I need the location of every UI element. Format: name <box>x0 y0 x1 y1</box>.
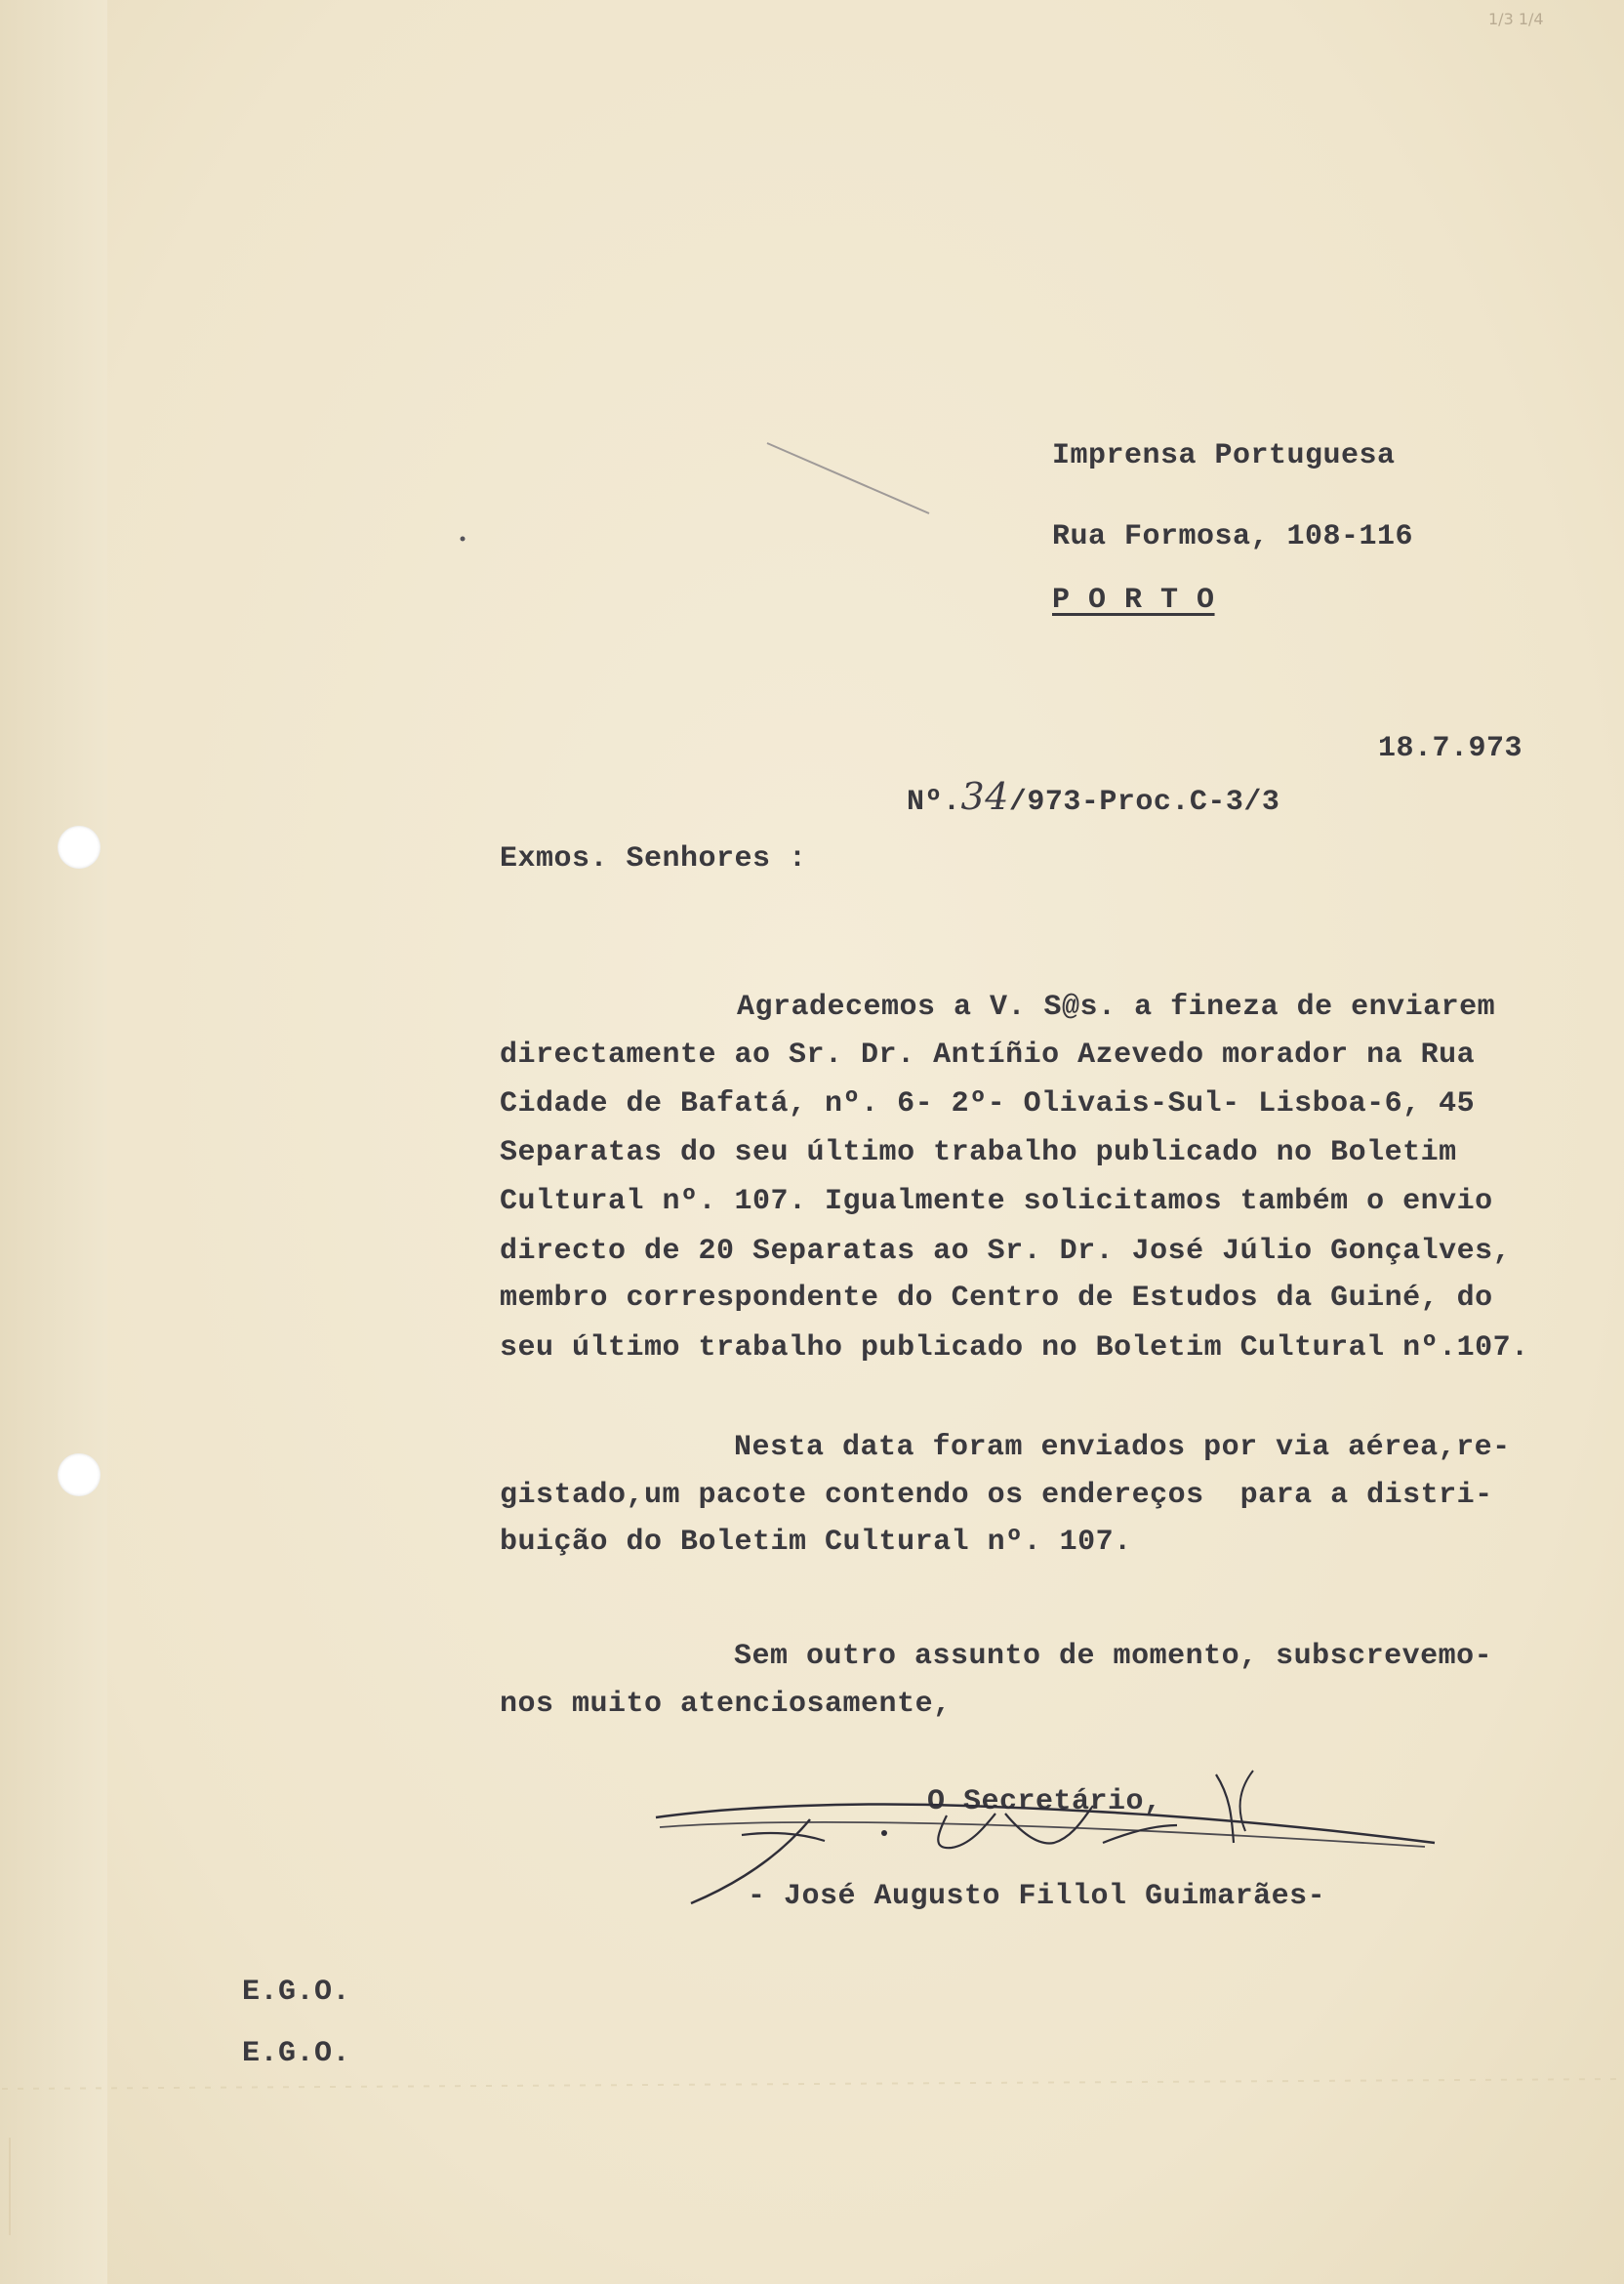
salutation: Exmos. Senhores : <box>500 842 807 876</box>
paragraph-line: directamente ao Sr. Dr. Antíñio Azevedo morador na Rua <box>500 1039 1476 1072</box>
reference-number-handwritten: 34 <box>960 775 1009 818</box>
paragraph-line: nos muito atenciosamente, <box>500 1688 952 1721</box>
paragraph-line: Separatas do seu último trabalho publicado no Boletim <box>500 1136 1457 1169</box>
paragraph-line: membro correspondente do Centro de Estudos da Guiné, do <box>500 1282 1493 1315</box>
paragraph-line: directo de 20 Separatas ao Sr. Dr. José Júlio Gonçalves, <box>500 1235 1512 1268</box>
paragraph-line: seu último trabalho publicado no Boletim Cultural nº.107. <box>500 1331 1529 1365</box>
recipient-city: P O R T O <box>1052 584 1215 617</box>
recipient-street: Rua Formosa, 108-116 <box>1052 520 1414 553</box>
recipient-name: Imprensa Portuguesa <box>1052 439 1396 472</box>
signatory-title: O Secretário, <box>927 1785 1162 1818</box>
paragraph-line: Sem outro assunto de momento, subscrevemo- <box>734 1640 1493 1673</box>
letter-date: 18.7.973 <box>1378 732 1523 765</box>
initials-line: E.G.O. <box>242 2037 351 2070</box>
paragraph-line: Cidade de Bafatá, nº. 6- 2º- Olivais-Sul- Lisboa-6, 45 <box>500 1087 1476 1121</box>
pencil-note: 1/3 1/4 <box>1488 10 1544 28</box>
paragraph-line: gistado,um pacote contendo os endereços para a distri- <box>500 1479 1493 1512</box>
reference-suffix: /973-Proc.C-3/3 <box>1008 786 1280 819</box>
paragraph-line: buição do Boletim Cultural nº. 107. <box>500 1526 1132 1559</box>
paragraph-line: Cultural nº. 107. Igualmente solicitamos também o envio <box>500 1185 1493 1218</box>
signatory-name: - José Augusto Fillol Guimarães- <box>748 1880 1326 1913</box>
initials-line: E.G.O. <box>242 1976 351 2009</box>
paragraph-line: Agradecemos a V. S@s. a fineza de enviarem <box>737 991 1496 1024</box>
reference-prefix: Nº. <box>907 786 961 819</box>
paragraph-line: Nesta data foram enviados por via aérea,re- <box>734 1431 1511 1464</box>
